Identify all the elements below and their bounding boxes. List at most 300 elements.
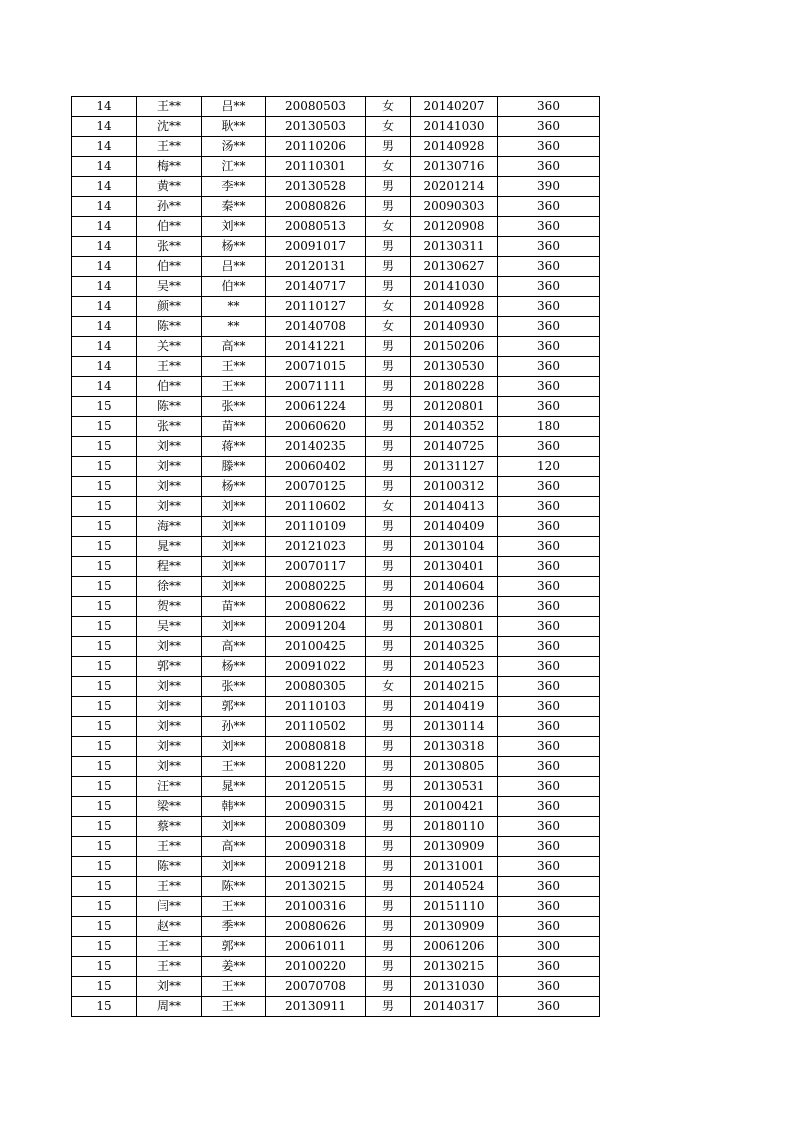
gender-cell: 女 bbox=[366, 97, 411, 117]
gender-cell: 男 bbox=[366, 557, 411, 577]
group-cell: 15 bbox=[72, 937, 137, 957]
name-b-cell: 高** bbox=[202, 337, 266, 357]
gender-cell: 女 bbox=[366, 217, 411, 237]
date-a-cell: 20100316 bbox=[266, 897, 366, 917]
name-b-cell: 汤** bbox=[202, 137, 266, 157]
table-row bbox=[72, 117, 600, 137]
name-a-cell: 吴** bbox=[137, 277, 202, 297]
name-a-cell: 郭** bbox=[137, 657, 202, 677]
name-a-cell: 陈** bbox=[137, 857, 202, 877]
name-a-cell: 陈** bbox=[137, 397, 202, 417]
name-a-cell: 刘** bbox=[137, 677, 202, 697]
name-a-cell: 刘** bbox=[137, 437, 202, 457]
name-b-cell: 吕** bbox=[202, 97, 266, 117]
group-cell: 15 bbox=[72, 437, 137, 457]
name-a-cell: 伯** bbox=[137, 257, 202, 277]
table-row bbox=[72, 237, 600, 257]
name-a-cell: 梁** bbox=[137, 797, 202, 817]
date-a-cell: 20061224 bbox=[266, 397, 366, 417]
date-a-cell: 20080225 bbox=[266, 577, 366, 597]
date-b-cell: 20140930 bbox=[411, 317, 498, 337]
name-a-cell: 黄** bbox=[137, 177, 202, 197]
date-b-cell: 20130114 bbox=[411, 717, 498, 737]
gender-cell: 男 bbox=[366, 337, 411, 357]
table-row bbox=[72, 257, 600, 277]
table-row bbox=[72, 737, 600, 757]
date-a-cell: 20080818 bbox=[266, 737, 366, 757]
amount-cell: 360 bbox=[498, 957, 600, 977]
gender-cell: 女 bbox=[366, 677, 411, 697]
table-row bbox=[72, 497, 600, 517]
date-a-cell: 20060620 bbox=[266, 417, 366, 437]
group-cell: 15 bbox=[72, 397, 137, 417]
date-a-cell: 20110502 bbox=[266, 717, 366, 737]
amount-cell: 360 bbox=[498, 777, 600, 797]
date-b-cell: 20130311 bbox=[411, 237, 498, 257]
date-b-cell: 20140317 bbox=[411, 997, 498, 1017]
group-cell: 15 bbox=[72, 757, 137, 777]
name-a-cell: 贺** bbox=[137, 597, 202, 617]
date-b-cell: 20130531 bbox=[411, 777, 498, 797]
name-b-cell: 刘** bbox=[202, 557, 266, 577]
group-cell: 14 bbox=[72, 197, 137, 217]
date-a-cell: 20141221 bbox=[266, 337, 366, 357]
group-cell: 14 bbox=[72, 317, 137, 337]
name-b-cell: 刘** bbox=[202, 497, 266, 517]
amount-cell: 360 bbox=[498, 877, 600, 897]
group-cell: 15 bbox=[72, 417, 137, 437]
group-cell: 15 bbox=[72, 777, 137, 797]
name-a-cell: 闫** bbox=[137, 897, 202, 917]
gender-cell: 男 bbox=[366, 837, 411, 857]
date-a-cell: 20110301 bbox=[266, 157, 366, 177]
date-b-cell: 20131030 bbox=[411, 977, 498, 997]
name-b-cell: 高** bbox=[202, 637, 266, 657]
date-a-cell: 20120131 bbox=[266, 257, 366, 277]
name-b-cell: 张** bbox=[202, 677, 266, 697]
group-cell: 14 bbox=[72, 337, 137, 357]
gender-cell: 男 bbox=[366, 437, 411, 457]
name-b-cell: 王** bbox=[202, 897, 266, 917]
table-row bbox=[72, 197, 600, 217]
group-cell: 15 bbox=[72, 517, 137, 537]
group-cell: 15 bbox=[72, 457, 137, 477]
table-row bbox=[72, 957, 600, 977]
amount-cell: 120 bbox=[498, 457, 600, 477]
table-row bbox=[72, 777, 600, 797]
date-b-cell: 20150206 bbox=[411, 337, 498, 357]
group-cell: 15 bbox=[72, 677, 137, 697]
date-b-cell: 20140207 bbox=[411, 97, 498, 117]
amount-cell: 360 bbox=[498, 517, 600, 537]
name-a-cell: 刘** bbox=[137, 497, 202, 517]
date-a-cell: 20091017 bbox=[266, 237, 366, 257]
name-b-cell: 耿** bbox=[202, 117, 266, 137]
name-a-cell: 颜** bbox=[137, 297, 202, 317]
amount-cell: 360 bbox=[498, 377, 600, 397]
amount-cell: 360 bbox=[498, 397, 600, 417]
gender-cell: 男 bbox=[366, 277, 411, 297]
date-a-cell: 20081220 bbox=[266, 757, 366, 777]
gender-cell: 男 bbox=[366, 717, 411, 737]
date-a-cell: 20140708 bbox=[266, 317, 366, 337]
table-row bbox=[72, 897, 600, 917]
amount-cell: 360 bbox=[498, 817, 600, 837]
date-a-cell: 20121023 bbox=[266, 537, 366, 557]
amount-cell: 360 bbox=[498, 597, 600, 617]
amount-cell: 360 bbox=[498, 897, 600, 917]
amount-cell: 360 bbox=[498, 917, 600, 937]
date-b-cell: 20090303 bbox=[411, 197, 498, 217]
name-a-cell: 刘** bbox=[137, 457, 202, 477]
gender-cell: 男 bbox=[366, 937, 411, 957]
date-b-cell: 20100421 bbox=[411, 797, 498, 817]
name-a-cell: 赵** bbox=[137, 917, 202, 937]
date-a-cell: 20100425 bbox=[266, 637, 366, 657]
name-a-cell: 王** bbox=[137, 937, 202, 957]
group-cell: 15 bbox=[72, 737, 137, 757]
date-b-cell: 20140524 bbox=[411, 877, 498, 897]
name-b-cell: 刘** bbox=[202, 517, 266, 537]
data-table-body bbox=[72, 97, 600, 1017]
amount-cell: 360 bbox=[498, 697, 600, 717]
date-a-cell: 20061011 bbox=[266, 937, 366, 957]
name-a-cell: 沈** bbox=[137, 117, 202, 137]
amount-cell: 360 bbox=[498, 717, 600, 737]
group-cell: 15 bbox=[72, 917, 137, 937]
amount-cell: 360 bbox=[498, 237, 600, 257]
name-b-cell: 滕** bbox=[202, 457, 266, 477]
gender-cell: 女 bbox=[366, 317, 411, 337]
table-row bbox=[72, 517, 600, 537]
date-a-cell: 20091218 bbox=[266, 857, 366, 877]
group-cell: 15 bbox=[72, 817, 137, 837]
amount-cell: 360 bbox=[498, 137, 600, 157]
name-a-cell: 刘** bbox=[137, 717, 202, 737]
gender-cell: 男 bbox=[366, 817, 411, 837]
table-row bbox=[72, 417, 600, 437]
amount-cell: 300 bbox=[498, 937, 600, 957]
group-cell: 15 bbox=[72, 897, 137, 917]
date-b-cell: 20100312 bbox=[411, 477, 498, 497]
group-cell: 15 bbox=[72, 497, 137, 517]
name-b-cell: 姜** bbox=[202, 957, 266, 977]
date-a-cell: 20060402 bbox=[266, 457, 366, 477]
group-cell: 15 bbox=[72, 997, 137, 1017]
group-cell: 15 bbox=[72, 797, 137, 817]
date-b-cell: 20140413 bbox=[411, 497, 498, 517]
table-row bbox=[72, 377, 600, 397]
date-a-cell: 20080622 bbox=[266, 597, 366, 617]
table-row bbox=[72, 177, 600, 197]
table-row bbox=[72, 797, 600, 817]
data-table bbox=[71, 96, 600, 1017]
table-row bbox=[72, 657, 600, 677]
table-row bbox=[72, 997, 600, 1017]
date-a-cell: 20080826 bbox=[266, 197, 366, 217]
group-cell: 15 bbox=[72, 557, 137, 577]
name-b-cell: 苗** bbox=[202, 417, 266, 437]
date-a-cell: 20080626 bbox=[266, 917, 366, 937]
amount-cell: 360 bbox=[498, 197, 600, 217]
amount-cell: 360 bbox=[498, 157, 600, 177]
gender-cell: 女 bbox=[366, 497, 411, 517]
table-row bbox=[72, 557, 600, 577]
amount-cell: 360 bbox=[498, 757, 600, 777]
name-b-cell: 伯** bbox=[202, 277, 266, 297]
date-b-cell: 20130104 bbox=[411, 537, 498, 557]
date-a-cell: 20091022 bbox=[266, 657, 366, 677]
group-cell: 14 bbox=[72, 137, 137, 157]
amount-cell: 360 bbox=[498, 997, 600, 1017]
gender-cell: 男 bbox=[366, 177, 411, 197]
amount-cell: 360 bbox=[498, 117, 600, 137]
gender-cell: 男 bbox=[366, 357, 411, 377]
table-row bbox=[72, 837, 600, 857]
date-b-cell: 20140523 bbox=[411, 657, 498, 677]
date-b-cell: 20140928 bbox=[411, 137, 498, 157]
group-cell: 15 bbox=[72, 657, 137, 677]
date-a-cell: 20110109 bbox=[266, 517, 366, 537]
name-a-cell: 刘** bbox=[137, 477, 202, 497]
date-b-cell: 20130215 bbox=[411, 957, 498, 977]
date-a-cell: 20070117 bbox=[266, 557, 366, 577]
group-cell: 14 bbox=[72, 117, 137, 137]
gender-cell: 男 bbox=[366, 737, 411, 757]
name-b-cell: 秦** bbox=[202, 197, 266, 217]
group-cell: 14 bbox=[72, 177, 137, 197]
date-b-cell: 20180110 bbox=[411, 817, 498, 837]
name-a-cell: 吴** bbox=[137, 617, 202, 637]
gender-cell: 男 bbox=[366, 577, 411, 597]
name-a-cell: 徐** bbox=[137, 577, 202, 597]
table-row bbox=[72, 877, 600, 897]
date-a-cell: 20130911 bbox=[266, 997, 366, 1017]
amount-cell: 360 bbox=[498, 97, 600, 117]
name-a-cell: 汪** bbox=[137, 777, 202, 797]
gender-cell: 男 bbox=[366, 657, 411, 677]
date-b-cell: 20141030 bbox=[411, 117, 498, 137]
table-row bbox=[72, 637, 600, 657]
gender-cell: 男 bbox=[366, 797, 411, 817]
name-b-cell: 季** bbox=[202, 917, 266, 937]
table-row bbox=[72, 537, 600, 557]
table-row bbox=[72, 677, 600, 697]
gender-cell: 男 bbox=[366, 757, 411, 777]
gender-cell: 男 bbox=[366, 637, 411, 657]
gender-cell: 男 bbox=[366, 477, 411, 497]
name-a-cell: 关** bbox=[137, 337, 202, 357]
date-b-cell: 20140215 bbox=[411, 677, 498, 697]
table-row bbox=[72, 937, 600, 957]
date-b-cell: 20120908 bbox=[411, 217, 498, 237]
name-b-cell: 刘** bbox=[202, 217, 266, 237]
date-a-cell: 20140235 bbox=[266, 437, 366, 457]
name-b-cell: 江** bbox=[202, 157, 266, 177]
date-b-cell: 20130716 bbox=[411, 157, 498, 177]
name-a-cell: 程** bbox=[137, 557, 202, 577]
date-a-cell: 20070125 bbox=[266, 477, 366, 497]
name-b-cell: 王** bbox=[202, 977, 266, 997]
name-a-cell: 周** bbox=[137, 997, 202, 1017]
date-a-cell: 20090315 bbox=[266, 797, 366, 817]
table-row bbox=[72, 757, 600, 777]
gender-cell: 男 bbox=[366, 137, 411, 157]
group-cell: 14 bbox=[72, 377, 137, 397]
gender-cell: 男 bbox=[366, 237, 411, 257]
table-row bbox=[72, 477, 600, 497]
group-cell: 15 bbox=[72, 877, 137, 897]
gender-cell: 女 bbox=[366, 297, 411, 317]
date-a-cell: 20090318 bbox=[266, 837, 366, 857]
date-a-cell: 20110206 bbox=[266, 137, 366, 157]
amount-cell: 360 bbox=[498, 437, 600, 457]
date-a-cell: 20071111 bbox=[266, 377, 366, 397]
name-b-cell: 刘** bbox=[202, 737, 266, 757]
date-b-cell: 20130805 bbox=[411, 757, 498, 777]
name-a-cell: 张** bbox=[137, 237, 202, 257]
name-b-cell: 刘** bbox=[202, 857, 266, 877]
name-b-cell: 杨** bbox=[202, 237, 266, 257]
gender-cell: 女 bbox=[366, 117, 411, 137]
date-a-cell: 20130528 bbox=[266, 177, 366, 197]
gender-cell: 男 bbox=[366, 197, 411, 217]
amount-cell: 360 bbox=[498, 277, 600, 297]
amount-cell: 360 bbox=[498, 977, 600, 997]
amount-cell: 360 bbox=[498, 837, 600, 857]
group-cell: 15 bbox=[72, 957, 137, 977]
gender-cell: 男 bbox=[366, 957, 411, 977]
name-b-cell: 陈** bbox=[202, 877, 266, 897]
amount-cell: 180 bbox=[498, 417, 600, 437]
gender-cell: 男 bbox=[366, 517, 411, 537]
date-a-cell: 20080305 bbox=[266, 677, 366, 697]
name-b-cell: 吕** bbox=[202, 257, 266, 277]
group-cell: 15 bbox=[72, 857, 137, 877]
name-b-cell: 孙** bbox=[202, 717, 266, 737]
amount-cell: 360 bbox=[498, 617, 600, 637]
group-cell: 14 bbox=[72, 277, 137, 297]
date-b-cell: 20131127 bbox=[411, 457, 498, 477]
date-b-cell: 20140928 bbox=[411, 297, 498, 317]
name-b-cell: 刘** bbox=[202, 617, 266, 637]
name-b-cell: 郭** bbox=[202, 697, 266, 717]
date-b-cell: 20140409 bbox=[411, 517, 498, 537]
amount-cell: 360 bbox=[498, 557, 600, 577]
amount-cell: 360 bbox=[498, 357, 600, 377]
date-b-cell: 20130530 bbox=[411, 357, 498, 377]
table-row bbox=[72, 217, 600, 237]
table-row bbox=[72, 337, 600, 357]
amount-cell: 360 bbox=[498, 477, 600, 497]
date-a-cell: 20080503 bbox=[266, 97, 366, 117]
name-a-cell: 晁** bbox=[137, 537, 202, 557]
gender-cell: 男 bbox=[366, 377, 411, 397]
name-a-cell: 伯** bbox=[137, 377, 202, 397]
table-row bbox=[72, 97, 600, 117]
date-b-cell: 20180228 bbox=[411, 377, 498, 397]
name-a-cell: 伯** bbox=[137, 217, 202, 237]
date-a-cell: 20110602 bbox=[266, 497, 366, 517]
name-a-cell: 王** bbox=[137, 957, 202, 977]
name-a-cell: 刘** bbox=[137, 637, 202, 657]
gender-cell: 男 bbox=[366, 857, 411, 877]
gender-cell: 男 bbox=[366, 917, 411, 937]
date-a-cell: 20130503 bbox=[266, 117, 366, 137]
date-b-cell: 20130909 bbox=[411, 837, 498, 857]
name-a-cell: 刘** bbox=[137, 697, 202, 717]
gender-cell: 男 bbox=[366, 877, 411, 897]
date-b-cell: 20100236 bbox=[411, 597, 498, 617]
name-b-cell: 杨** bbox=[202, 657, 266, 677]
table-row bbox=[72, 717, 600, 737]
name-a-cell: 孙** bbox=[137, 197, 202, 217]
date-a-cell: 20120515 bbox=[266, 777, 366, 797]
name-b-cell: 刘** bbox=[202, 577, 266, 597]
amount-cell: 360 bbox=[498, 737, 600, 757]
amount-cell: 360 bbox=[498, 497, 600, 517]
gender-cell: 男 bbox=[366, 457, 411, 477]
table-row bbox=[72, 137, 600, 157]
group-cell: 14 bbox=[72, 297, 137, 317]
group-cell: 14 bbox=[72, 257, 137, 277]
group-cell: 15 bbox=[72, 537, 137, 557]
date-a-cell: 20110127 bbox=[266, 297, 366, 317]
date-a-cell: 20100220 bbox=[266, 957, 366, 977]
group-cell: 15 bbox=[72, 477, 137, 497]
table-row bbox=[72, 977, 600, 997]
amount-cell: 360 bbox=[498, 857, 600, 877]
date-b-cell: 20130801 bbox=[411, 617, 498, 637]
name-b-cell: 蒋** bbox=[202, 437, 266, 457]
group-cell: 15 bbox=[72, 697, 137, 717]
name-b-cell: 张** bbox=[202, 397, 266, 417]
group-cell: 14 bbox=[72, 97, 137, 117]
name-b-cell: ** bbox=[202, 297, 266, 317]
table-row bbox=[72, 597, 600, 617]
table-row bbox=[72, 157, 600, 177]
name-a-cell: 王** bbox=[137, 357, 202, 377]
date-b-cell: 20130318 bbox=[411, 737, 498, 757]
amount-cell: 360 bbox=[498, 577, 600, 597]
name-a-cell: 海** bbox=[137, 517, 202, 537]
gender-cell: 男 bbox=[366, 897, 411, 917]
date-b-cell: 20201214 bbox=[411, 177, 498, 197]
table-row bbox=[72, 357, 600, 377]
date-b-cell: 20130401 bbox=[411, 557, 498, 577]
date-a-cell: 20070708 bbox=[266, 977, 366, 997]
date-a-cell: 20130215 bbox=[266, 877, 366, 897]
gender-cell: 男 bbox=[366, 777, 411, 797]
date-b-cell: 20061206 bbox=[411, 937, 498, 957]
date-b-cell: 20141030 bbox=[411, 277, 498, 297]
name-a-cell: 刘** bbox=[137, 737, 202, 757]
date-b-cell: 20120801 bbox=[411, 397, 498, 417]
amount-cell: 360 bbox=[498, 797, 600, 817]
table-row bbox=[72, 277, 600, 297]
amount-cell: 360 bbox=[498, 257, 600, 277]
name-b-cell: 王** bbox=[202, 997, 266, 1017]
name-b-cell: 刘** bbox=[202, 537, 266, 557]
amount-cell: 360 bbox=[498, 337, 600, 357]
gender-cell: 男 bbox=[366, 977, 411, 997]
group-cell: 15 bbox=[72, 597, 137, 617]
gender-cell: 男 bbox=[366, 397, 411, 417]
date-b-cell: 20140352 bbox=[411, 417, 498, 437]
date-b-cell: 20130627 bbox=[411, 257, 498, 277]
name-a-cell: 刘** bbox=[137, 757, 202, 777]
group-cell: 14 bbox=[72, 237, 137, 257]
